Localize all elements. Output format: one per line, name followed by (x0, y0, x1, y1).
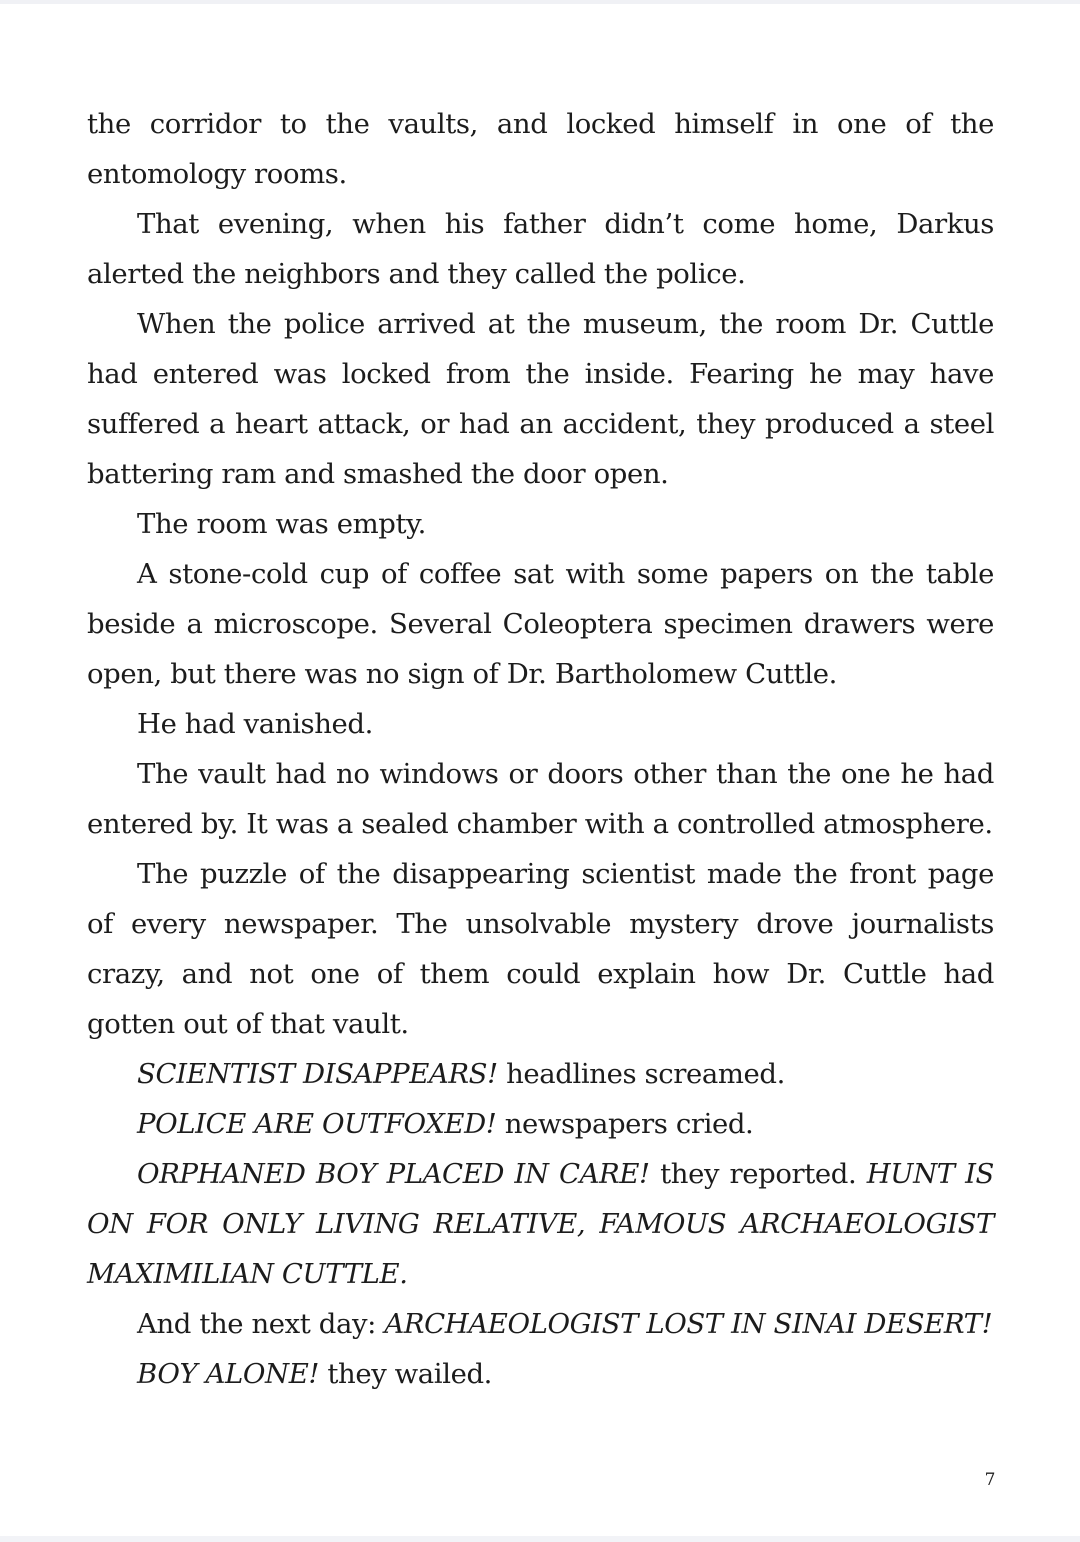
paragraph (87, 1349, 994, 1399)
text-run: When the police arrived at the museum, the room Dr. Cuttle had entered was locked from the inside. Fearing he may have suffered a heart attack, or had an accident, they produced a steel battering ram and smashed the door open. (87, 308, 994, 490)
paragraph (87, 699, 994, 749)
text-run: they wailed. (319, 1358, 493, 1390)
italic-text-run: BOY ALONE! (137, 1358, 320, 1390)
italic-text-run: ORPHANED BOY PLACED IN CARE! (137, 1158, 650, 1190)
text-run: newspapers cried. (496, 1108, 754, 1140)
italic-text-run: SCIENTIST DISAPPEARS! (137, 1058, 498, 1090)
paragraph (87, 199, 994, 299)
text-run: The puzzle of the disappearing scientist made the front page of every newspaper. The unsolvable mystery drove journalists crazy, and not one of them could explain how Dr. Cuttle had gotten out of that vault. (87, 858, 994, 1040)
page-number: 7 (984, 1470, 996, 1490)
text-run: That evening, when his father didn’t come home, Darkus alerted the neighbors and they called the police. (87, 208, 994, 290)
text-run: The room was empty. (137, 508, 426, 540)
paragraph (87, 1299, 994, 1349)
text-run: the corridor to the vaults, and locked himself in one of the entomology rooms. (87, 108, 994, 190)
italic-text-run: ARCHAEOLOGIST LOST IN SINAI DESERT! (384, 1308, 993, 1340)
text-run: headlines screamed. (497, 1058, 785, 1090)
text-run: they reported. (649, 1158, 867, 1190)
body-text (87, 99, 994, 1399)
text-run: He had vanished. (137, 708, 373, 740)
paragraph (87, 1099, 994, 1149)
text-run: The vault had no windows or doors other than the one he had entered by. It was a sealed chamber with a controlled atmosphere. (87, 758, 994, 840)
page-top-edge (0, 0, 1080, 4)
paragraph (87, 849, 994, 1049)
paragraph (87, 299, 994, 499)
paragraph (87, 1149, 994, 1299)
paragraph (87, 99, 994, 199)
italic-text-run: HUNT IS ON FOR ONLY LIVING RELATIVE, FAMOUS ARCHAEOLOGIST MAXIMILIAN CUTTLE. (87, 1158, 994, 1290)
text-run: A stone-cold cup of coffee sat with some papers on the table beside a microscope. Several Coleoptera specimen drawers were open, but there was no sign of Dr. Bartholomew Cuttle. (87, 558, 994, 690)
paragraph (87, 549, 994, 699)
paragraph (87, 749, 994, 849)
text-run: And the next day: (137, 1308, 385, 1340)
paragraph (87, 499, 994, 549)
italic-text-run: POLICE ARE OUTFOXED! (137, 1108, 497, 1140)
paragraph (87, 1049, 994, 1099)
